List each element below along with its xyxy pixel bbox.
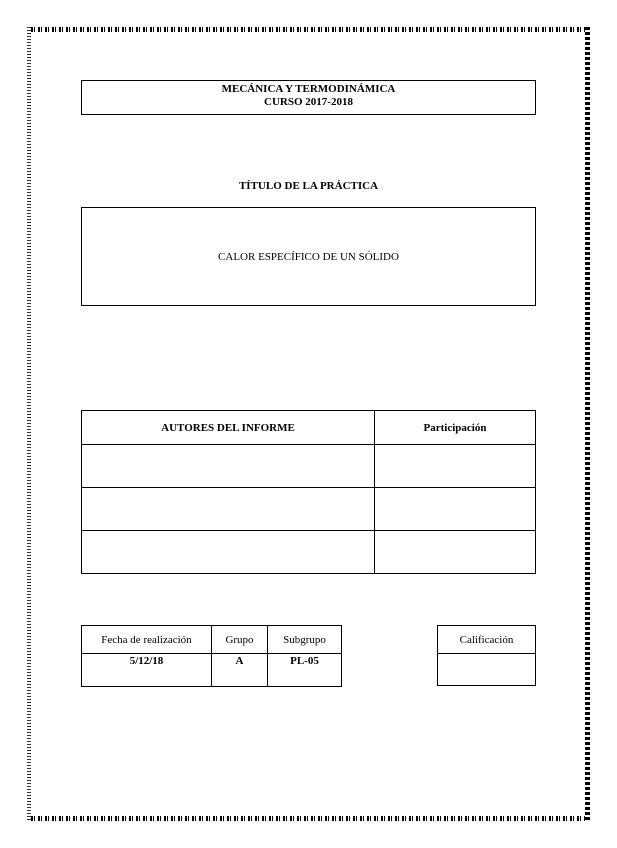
participation-cell bbox=[375, 531, 536, 574]
grade-header: Calificación bbox=[438, 626, 536, 654]
table-row bbox=[82, 531, 536, 574]
course-header-box bbox=[81, 80, 536, 115]
page-border-right bbox=[585, 27, 590, 821]
authors-table bbox=[81, 410, 536, 574]
course-year: CURSO 2017-2018 bbox=[264, 96, 353, 108]
info-table bbox=[81, 625, 342, 687]
group-value: A bbox=[212, 654, 268, 687]
date-value: 5/12/18 bbox=[82, 654, 212, 687]
practice-title-label: TÍTULO DE LA PRÁCTICA bbox=[238, 180, 379, 192]
author-cell bbox=[82, 445, 375, 488]
subgroup-value: PL-05 bbox=[268, 654, 342, 687]
author-cell bbox=[82, 488, 375, 531]
table-row bbox=[82, 445, 536, 488]
date-header: Fecha de realización bbox=[82, 626, 212, 654]
author-cell bbox=[82, 531, 375, 574]
practice-title: CALOR ESPECÍFICO DE UN SÓLIDO bbox=[218, 251, 399, 263]
grade-value bbox=[438, 654, 536, 686]
grade-table bbox=[437, 625, 536, 686]
page-border-left bbox=[27, 27, 31, 821]
participation-header: Participación bbox=[375, 411, 536, 445]
page-border-bottom bbox=[31, 816, 587, 821]
table-row bbox=[82, 488, 536, 531]
practice-title-box bbox=[81, 207, 536, 306]
subject-title: MECÁNICA Y TERMODINÁMICA bbox=[221, 83, 396, 95]
authors-header: AUTORES DEL INFORME bbox=[82, 411, 375, 445]
participation-cell bbox=[375, 488, 536, 531]
page-border-top bbox=[31, 27, 587, 32]
group-header: Grupo bbox=[212, 626, 268, 654]
participation-cell bbox=[375, 445, 536, 488]
subgroup-header: Subgrupo bbox=[268, 626, 342, 654]
